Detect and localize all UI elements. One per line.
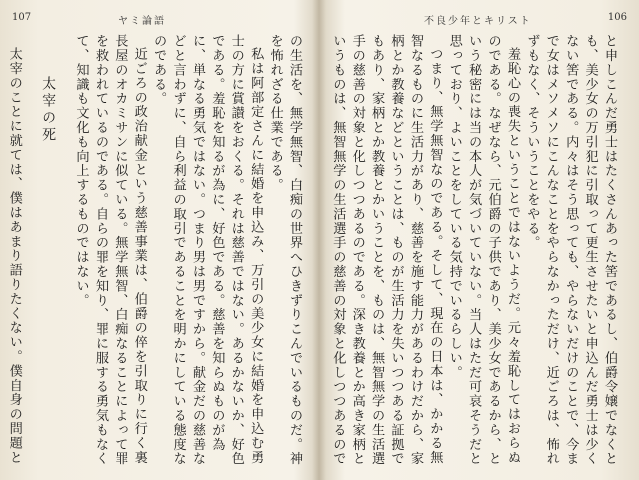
left-paragraph-3: 近ごろの政治献金という慈善事業は、伯爵の倅を引取りに行く裏長屋のオカミサンに似ている。無学無智、白痴なることによって罪を救われているのである。自らの罪を知り、罪に服する勇気もなくて、知識も文化も向上するものではない。 (73, 34, 147, 466)
right-paragraph-3: つまり、無学無智なのである。そして、現在の日本は、かかる無智なるものに生活力があり、慈善を施す能力があるわけだから、家柄とか教養などということは、ものが生活力を失いつつある証拠でもあり、家柄とか教養とかいうことを、ものは、無智無学の生活選手の慈善の対象と化しつつあるのである。深き教養とか高き家柄というものは、無智無学の生活選手の慈善の対象と化しつつあるので (330, 34, 443, 466)
left-section-paragraph: 太宰のことに就ては、僕はあまり語りたくない。僕自身の問題と (6, 47, 22, 465)
right-page-number: 106 (607, 12, 627, 23)
left-body-text (4, 34, 304, 470)
left-running-head: ヤミ論語 (118, 16, 166, 27)
right-running-head: 不良少年とキリスト (424, 16, 532, 27)
left-paragraph-1: の生活を、無学無智、白痴の世界へひきずりこんでいるものだ。神を怖れざる仕業である。 (267, 34, 302, 466)
right-paragraph-1: と申しこんだ勇士はたくさんあった筈であるし、伯爵令嬢でなくとも、美少女の万引犯に引取って更生させたいと申込んだ勇士は少くない筈である。内々はそう思っても、やらないだけのことで、今まで女はメソメソにこんなことをやらなかっただけ、近ごろは、怖れずもなく、そういうことをやる。 (524, 34, 617, 466)
left-paragraph-2: 私は阿部定さんに結婚を申込み、万引の美少女に結婚を申込む勇士の方に賞讃をおくる。それは慈善ではない。あるかないか、好色である。羞恥を知るが為に、好色である。慈善を知らぬものが為に、単なる勇気ではない。つまり男は男ですから。献金だの慈善などと言わずに、自ら利益の取引であることを明かにしている態度なのである。 (151, 34, 264, 466)
left-page-number: 107 (12, 12, 32, 23)
right-paragraph-2: 羞恥心の喪失ということではないようだ。元々羞恥してはおらぬのである。なぜなら、元伯爵の子供であり、美少女であるから、という秘密には当の本人が気づいていない。当人はただ可哀そうだと思っており、よいことをしている気持でいるらしい。 (446, 34, 520, 466)
section-heading: 太宰の死 (40, 76, 57, 144)
left-page (0, 0, 318, 480)
right-body-text (327, 34, 619, 470)
right-page (320, 0, 639, 480)
